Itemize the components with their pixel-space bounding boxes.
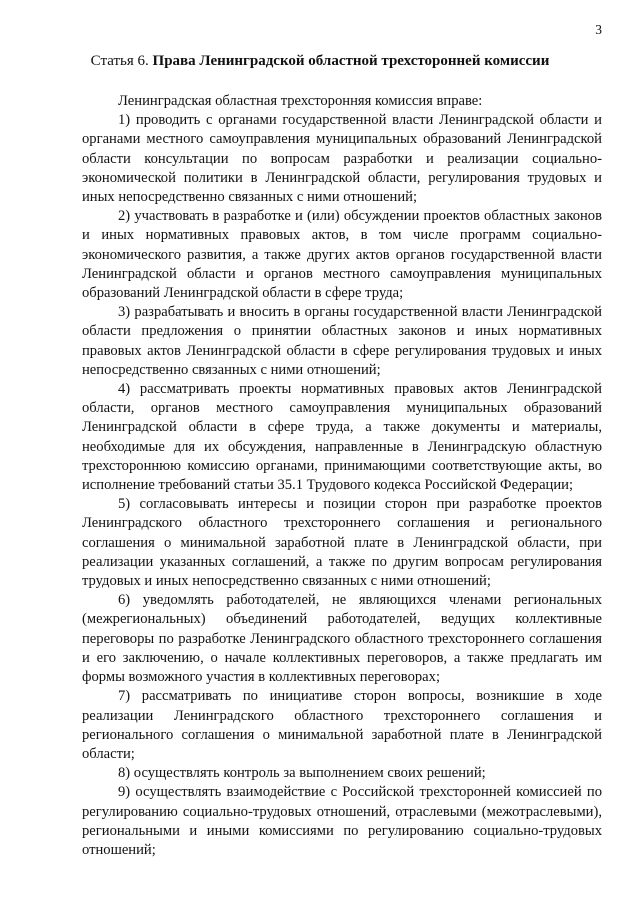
list-item-4: 4) рассматривать проекты нормативных правовых актов Ленинградской области, органов местного самоуправления муниципальных образований Ленинградской области в сфере труда, а также документы и материалы, необходимые для их обсуждения, направленные в Ленинградскую областную трехстороннюю комиссию органами, принимающими соответствующие акты, во исполнение требований статьи 35.1 Трудового кодекса Российской Федерации;	[82, 381, 602, 494]
article-title: Права Ленинградской областной трехсторонней комиссии	[152, 53, 550, 69]
list-item-3: 3) разрабатывать и вносить в органы государственной власти Ленинградской области предложения о принятии областных законов и иных нормативных правовых актов Ленинградской области в сфере регулирования трудовых и иных непосредственно связанных с ними отношений;	[82, 304, 602, 378]
list-item-2: 2) участвовать в разработке и (или) обсуждении проектов областных законов и иных нормативных правовых актов, в том числе программ социально-экономического развития, а также других актов органов государственной власти Ленинградской области и органов местного самоуправления муниципальных образований Ленинградской области в сфере труда;	[82, 208, 602, 302]
list-item-7: 7) рассматривать по инициативе сторон вопросы, возникшие в ходе реализации Ленинградского областного трехстороннего соглашения и регионального соглашения о минимальной заработной плате в Ленинградской области;	[82, 688, 602, 762]
list-item-5: 5) согласовывать интересы и позиции сторон при разработке проектов Ленинградского областного трехстороннего соглашения и регионального соглашения о минимальной заработной плате в Ленинградской области, при реализации указанных соглашений, а также по другим вопросам регулирования трудовых и иных непосредственно связанных с ними отношений;	[82, 496, 602, 590]
list-item-8: 8) осуществлять контроль за выполнением своих решений;	[118, 765, 486, 782]
list-item-9: 9) осуществлять взаимодействие с Российской трехсторонней комиссией по регулированию социально-трудовых отношений, отраслевыми (межотраслевыми), региональными и иными комиссиями по регулированию социально-трудовых отношений;	[82, 784, 602, 858]
page-number: 3	[595, 22, 602, 37]
article-prefix: Статья 6.	[90, 53, 149, 69]
article-body	[82, 92, 602, 860]
intro-paragraph: Ленинградская областная трехсторонняя комиссия вправе:	[118, 93, 483, 109]
article-heading	[0, 52, 640, 71]
list-item-1: 1) проводить с органами государственной власти Ленинградской области и органами местного самоуправления муниципальных образований Ленинградской области консультации по вопросам разработки и реализации социально-экономической политики в Ленинградской области, регулирования трудовых и иных непосредственно связанных с ними отношений;	[82, 112, 602, 206]
list-item-6: 6) уведомлять работодателей, не являющихся членами региональных (межрегиональных) объединений работодателей, ведущих коллективные переговоры по разработке Ленинградского областного трехстороннего соглашения и его заключению, о начале коллективных переговоров, а также предлагать им формы возможного участия в коллективных переговорах;	[82, 592, 602, 686]
